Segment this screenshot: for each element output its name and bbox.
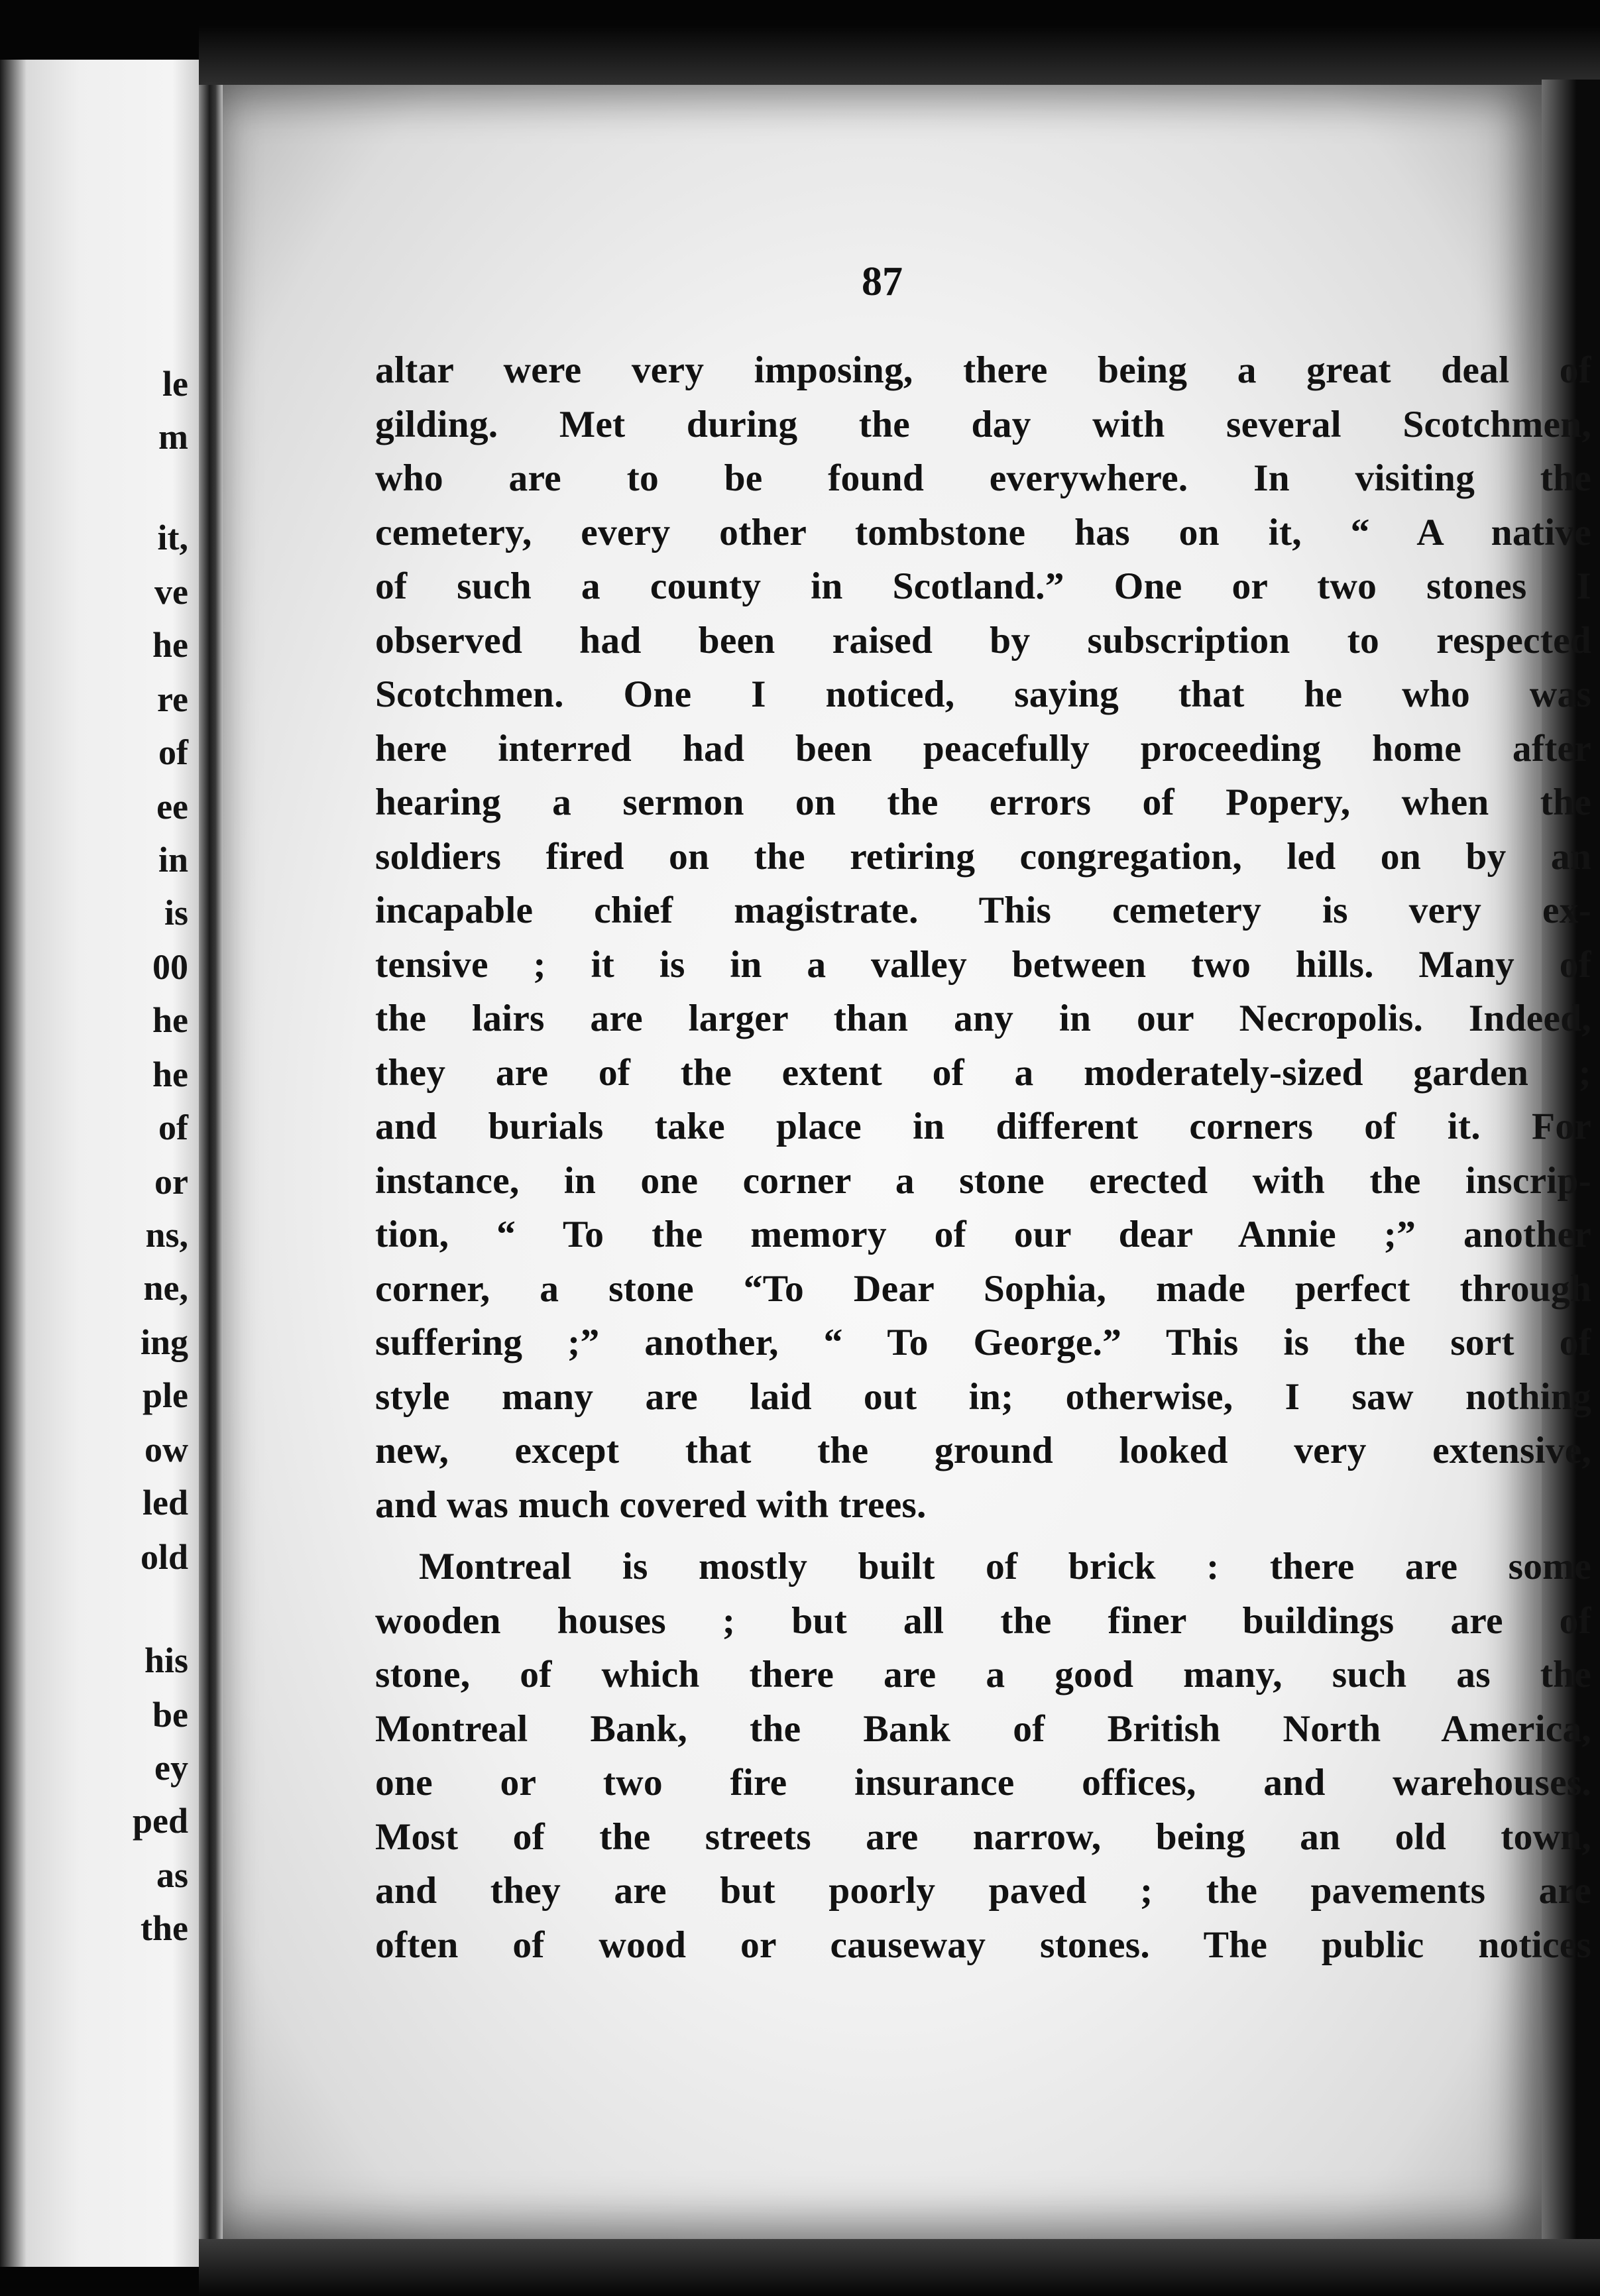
text-line: suffering ;” another, “ To George.” This is the sort of — [375, 1322, 1591, 1363]
left-fragment: be — [152, 1695, 188, 1735]
left-fragment: ee — [156, 787, 188, 827]
text-line: corner, a stone “To Dear Sophia, made perfect through — [375, 1267, 1591, 1310]
text-line: Scotchmen. One I noticed, saying that he who was — [375, 673, 1591, 715]
text-line: cemetery, every other tombstone has on it, “ A native — [375, 511, 1591, 553]
text-line: one or two fire insurance offices, and warehouses. — [375, 1762, 1591, 1804]
left-fragment: it, — [157, 518, 188, 557]
text-line: who are to be found everywhere. In visiting the — [375, 457, 1591, 499]
text-line: and they are but poorly paved ; the pavements are — [375, 1870, 1591, 1912]
left-fragment: m — [158, 417, 188, 457]
text-line: stone, of which there are a good many, such as the — [375, 1654, 1591, 1695]
text-line: instance, in one corner a stone erected with the inscrip- — [375, 1159, 1591, 1202]
left-page-text-fragments — [0, 60, 192, 2267]
left-fragment: le — [162, 364, 188, 404]
left-fragment: his — [144, 1640, 188, 1680]
left-fragment: of — [158, 1108, 188, 1147]
left-fragment: ve — [154, 572, 188, 612]
left-fragment: 00 — [152, 947, 188, 987]
text-line: new, except that the ground looked very extensive, — [375, 1430, 1591, 1471]
text-line: and burials take place in different corners of it. For — [375, 1106, 1591, 1147]
left-fragment: in — [158, 840, 188, 880]
left-fragment: ey — [154, 1748, 188, 1788]
text-line: soldiers fired on the retiring congregation, led on by an — [375, 835, 1591, 878]
bottom-scan-edge — [199, 2239, 1600, 2296]
left-fragment: ple — [142, 1375, 188, 1415]
page-body-text — [375, 343, 1591, 1972]
text-line: gilding. Met during the day with several Scotchmen, — [375, 403, 1591, 445]
text-line: Montreal Bank, the Bank of British North America, — [375, 1707, 1591, 1750]
left-fragment: ing — [140, 1322, 188, 1362]
left-fragment: led — [142, 1483, 188, 1522]
left-fragment: ns, — [145, 1215, 188, 1255]
text-line: Most of the streets are narrow, being an old town, — [375, 1815, 1591, 1858]
text-line: the lairs are larger than any in our Necropolis. Indeed, — [375, 998, 1591, 1039]
paragraph-gap — [375, 1532, 1591, 1540]
text-line: Montreal is mostly built of brick : there are some — [419, 1546, 1591, 1587]
page-number: 87 — [862, 259, 903, 304]
left-fragment: ow — [144, 1430, 188, 1469]
text-line: tensive ; it is in a valley between two hills. Many of — [375, 943, 1591, 986]
text-line: observed had been raised by subscription to respected — [375, 619, 1591, 661]
text-line: style many are laid out in; otherwise, I saw nothing — [375, 1375, 1591, 1418]
left-fragment: as — [156, 1855, 188, 1895]
book-gutter — [199, 60, 223, 2267]
text-line: of such a county in Scotland.” One or two stones I — [375, 565, 1591, 607]
left-fragment: is — [164, 893, 188, 933]
text-line: tion, “ To the memory of our dear Annie ;” another — [375, 1214, 1591, 1255]
left-fragment: he — [152, 625, 188, 665]
text-line: wooden houses ; but all the finer buildings are of — [375, 1599, 1591, 1642]
text-line: altar were very imposing, there being a great deal of — [375, 349, 1591, 391]
left-fragment: old — [140, 1537, 188, 1577]
left-fragment: he — [152, 1055, 188, 1094]
text-line: they are of the extent of a moderately-sized garden ; — [375, 1051, 1591, 1094]
text-line: and was much covered with trees. — [375, 1483, 927, 1526]
left-fragment: ne, — [143, 1268, 188, 1308]
book-page — [223, 85, 1591, 2239]
left-fragment: of — [158, 732, 188, 772]
left-fragment: ped — [132, 1801, 188, 1841]
text-line: incapable chief magistrate. This cemetery is very ex- — [375, 890, 1591, 931]
text-line: hearing a sermon on the errors of Popery, when the — [375, 781, 1591, 823]
text-line: often of wood or causeway stones. The public notices — [375, 1923, 1591, 1966]
text-line: here interred had been peacefully proceeding home after — [375, 727, 1591, 770]
left-fragment: or — [154, 1162, 188, 1202]
left-fragment: the — [141, 1908, 188, 1948]
left-fragment: he — [152, 1000, 188, 1040]
left-fragment: re — [157, 679, 188, 719]
left-facing-page — [0, 60, 199, 2267]
top-scan-edge — [199, 0, 1600, 85]
